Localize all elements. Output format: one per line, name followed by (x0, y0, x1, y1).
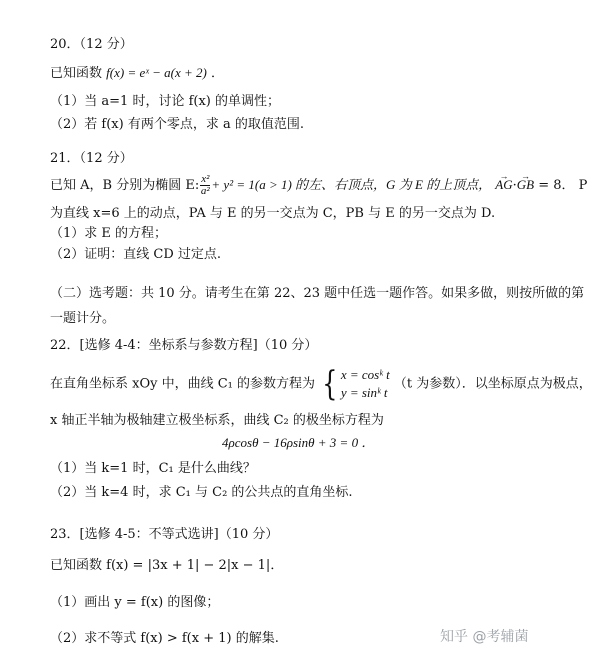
q20-header: 20．（12 分） (50, 37, 133, 52)
q22-header: 22．[选修 4-4：坐标系与参数方程]（10 分） (50, 338, 318, 353)
q22-polar-equation: 4ρcosθ − 16ρsinθ + 3 = 0 ． (222, 435, 375, 450)
q21-header: 21．（12 分） (50, 151, 133, 166)
q21-vector-ag: → AG (495, 176, 512, 194)
zhihu-watermark (440, 626, 528, 646)
elective-note-line1: （二）选考题：共 10 分。请考生在第 22、23 题中任选一题作答。如果多做，则按所做的第 (50, 286, 585, 301)
q22-part1: （1）当 k=1 时，C₁ 是什么曲线？ (50, 461, 256, 476)
q21-line1: 已知 A，B 分别为椭圆 E: $\frac{\text{x²}}{\text{a²}}$ + y² = 1(a > 1) 的左、右顶点，G 为 E 的上顶点， → AG·→ GB = 8． P (50, 174, 587, 197)
q22-part2: （2）当 k=4 时，求 C₁ 与 C₂ 的公共点的直角坐标. (50, 485, 353, 500)
q21-line2: 为直线 x=6 上的动点，PA 与 E 的另一交点为 C，PB 与 E 的另一交点为 D. (50, 206, 496, 221)
q21-frac-num: x² (201, 173, 210, 185)
q21-fraction (200, 174, 210, 197)
q22-line1 (50, 366, 592, 402)
q21-part1: （1）求 E 的方程； (50, 226, 168, 241)
q23-part1: （1）画出 y = f(x) 的图像； (50, 595, 220, 610)
q23-stem: 已知函数 f(x) = |3x + 1| − 2|x − 1|． (50, 558, 284, 573)
q20-part2: （2）若 f(x) 有两个零点，求 a 的取值范围. (50, 117, 304, 132)
q22-brace: { (322, 364, 338, 404)
elective-note-line2: 一题计分。 (50, 311, 116, 326)
q21-frac-den: a² (200, 185, 210, 197)
q20-function: f(x) = eˣ − a(x + 2) (106, 65, 207, 80)
q22-eq-y: y = sinᵏ t (340, 385, 388, 400)
q20-part1: （1）当 a=1 时，讨论 f(x) 的单调性； (50, 94, 281, 109)
q23-header: 23．[选修 4-5：不等式选讲]（10 分） (50, 527, 279, 542)
q20-stem (50, 64, 224, 83)
q20-stem-prefix: 已知函数 (50, 66, 103, 81)
q21-vector-gb: → GB (517, 176, 534, 194)
q21-line1-b: + y² = 1(a > 1) 的左、右顶点，G 为 E 的上顶点， (211, 177, 492, 192)
q21-line1-c: = 8． P (538, 178, 588, 193)
q22-param-system (341, 366, 390, 402)
q22-line2: x 轴正半轴为极轴建立极坐标系，曲线 C₂ 的极坐标方程为 (50, 413, 384, 428)
q21-line1-a: 已知 A，B 分别为椭圆 E: (50, 178, 200, 193)
q22-line1-b: （t 为参数）．以坐标原点为极点， (393, 376, 592, 392)
q22-line1-a: 在直角坐标系 xOy 中，曲线 C₁ 的参数方程为 (50, 376, 316, 392)
q22-eq-x: x = cosᵏ t (340, 367, 390, 382)
watermark-text: 知乎 @考辅菌 (440, 629, 529, 645)
q21-part2: （2）证明：直线 CD 过定点. (50, 247, 222, 262)
q23-part2: （2）求不等式 f(x) > f(x + 1) 的解集. (50, 631, 279, 646)
q20-stem-suffix: ． (211, 66, 225, 81)
